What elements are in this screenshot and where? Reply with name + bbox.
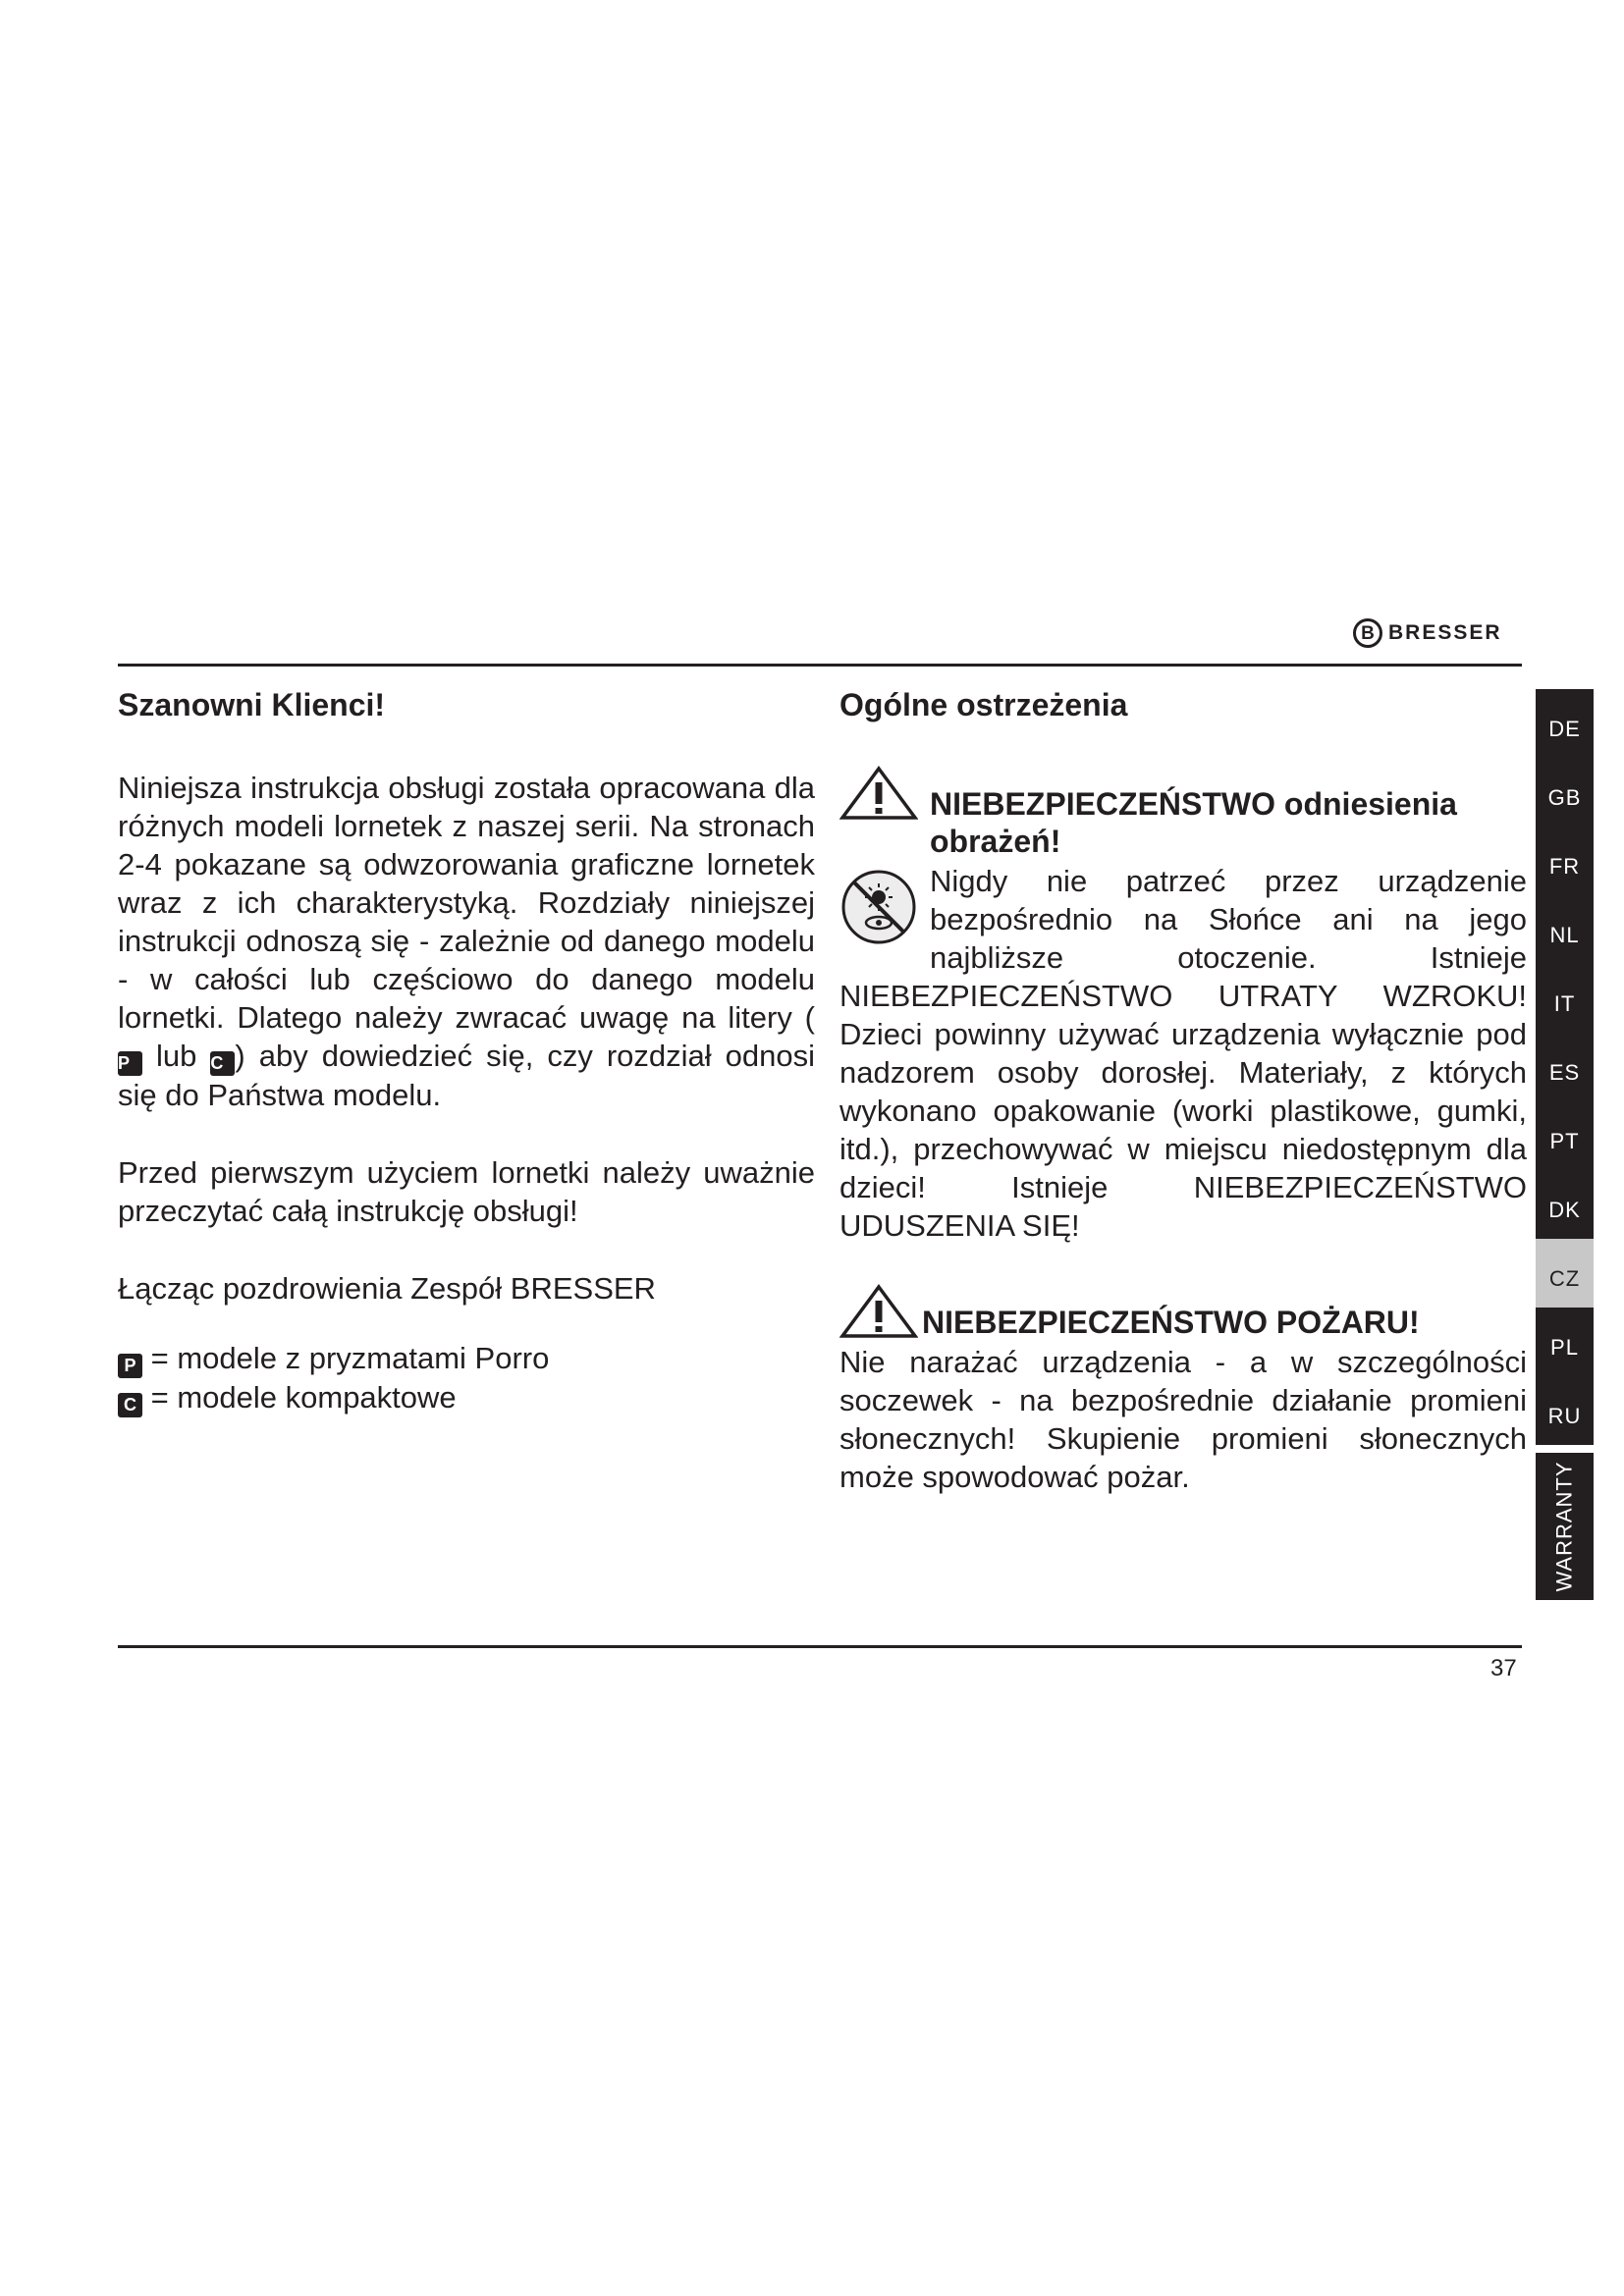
tab-pl[interactable]: PL (1536, 1308, 1594, 1376)
intro-text-after: ) aby dowiedzieć się, czy rozdział odnosi się do Państwa modelu. (118, 1039, 815, 1112)
legend-text-porro: = modele z pryzmatami Porro (150, 1341, 550, 1375)
page-number: 37 (1490, 1655, 1517, 1682)
tab-dk[interactable]: DK (1536, 1170, 1594, 1239)
language-tabs (1536, 689, 1594, 1600)
tab-cz[interactable]: CZ (1536, 1239, 1594, 1308)
legend-marker-c: C (118, 1393, 142, 1417)
intro-paragraph (118, 769, 815, 1114)
warning-fire-header (839, 1284, 1527, 1341)
warning-fire-title: NIEBEZPIECZEŃSTWO POŻARU! (922, 1305, 1420, 1340)
intro-text-before: Niniejsza instrukcja obsługi została opracowana dla różnych modeli lornetek z naszej serii. Na stronach 2-4 pokazane są odwzorowania graficzne lornetek wraz z ich charakterystyką. Rozdziały niniejszej instrukcji odnoszą się - zależnie od danego modelu - w całości lub częściowo do danego modelu lornetki. Dlatego należy zwracać uwagę na litery ( (118, 771, 815, 1035)
tab-es[interactable]: ES (1536, 1033, 1594, 1101)
tab-de[interactable]: DE (1536, 689, 1594, 758)
marker-p-badge: P (118, 1051, 142, 1076)
tab-ru[interactable]: RU (1536, 1376, 1594, 1445)
tab-nl[interactable]: NL (1536, 895, 1594, 964)
tab-it[interactable]: IT (1536, 964, 1594, 1033)
warning-injury-text: Nigdy nie patrzeć przez urządzenie bezpośrednio na Słońce ani na jego najbliższe otoczenie. Istnieje NIEBEZPIECZEŃSTWO UTRATY WZROKU! Dzieci powinny używać urządzenia wyłącznie pod nadzorem osoby dorosłej. Materiały, z których wykonano opakowanie (worki plastikowe, gumki, itd.), przechowywać w miejscu niedostępnym dla dzieci! Istnieje NIEBEZPIECZEŃSTWO UDUSZENIA SIĘ! (839, 864, 1527, 1243)
left-heading: Szanowni Klienci! (118, 687, 386, 722)
tab-warranty[interactable] (1536, 1453, 1594, 1600)
right-column (839, 677, 1527, 1496)
marker-legend (118, 1339, 815, 1417)
warning-triangle-icon (839, 1284, 918, 1339)
warning-injury-header (839, 766, 1527, 860)
left-column (118, 677, 815, 1417)
greeting-paragraph: Łącząc pozdrowienia Zespół BRESSER (118, 1271, 656, 1306)
right-heading: Ogólne ostrzeżenia (839, 687, 1128, 722)
tab-gb[interactable]: GB (1536, 758, 1594, 827)
marker-c-badge: C (210, 1051, 235, 1076)
brand-logo-icon: B (1353, 618, 1382, 648)
tab-pt[interactable]: PT (1536, 1101, 1594, 1170)
bottom-divider (118, 1645, 1522, 1648)
warning-triangle-icon (839, 766, 918, 821)
brand-logo (1353, 618, 1502, 648)
top-divider (118, 664, 1522, 667)
brand-name: BRESSER (1388, 621, 1502, 644)
legend-text-compact: = modele kompaktowe (150, 1380, 457, 1415)
legend-marker-p: P (118, 1354, 142, 1378)
warranty-label: WARRANTY (1551, 1461, 1577, 1592)
read-first-paragraph: Przed pierwszym użyciem lornetki należy uważnie przeczytać całą instrukcję obsługi! (118, 1155, 815, 1228)
tab-fr[interactable]: FR (1536, 827, 1594, 895)
warning-injury-body (839, 862, 1527, 1245)
warning-injury-title: NIEBEZPIECZEŃSTWO odniesienia obrażeń! (930, 786, 1457, 859)
legend-item-porro (118, 1339, 815, 1378)
warning-fire-text: Nie narażać urządzenia - a w szczególności soczewek - na bezpośrednie działanie promieni słonecznych! Skupienie promieni słonecznych może spowodować pożar. (839, 1345, 1527, 1494)
marker-or-text: lub (156, 1039, 197, 1073)
no-sun-viewing-icon (839, 868, 918, 946)
legend-item-compact (118, 1378, 815, 1417)
